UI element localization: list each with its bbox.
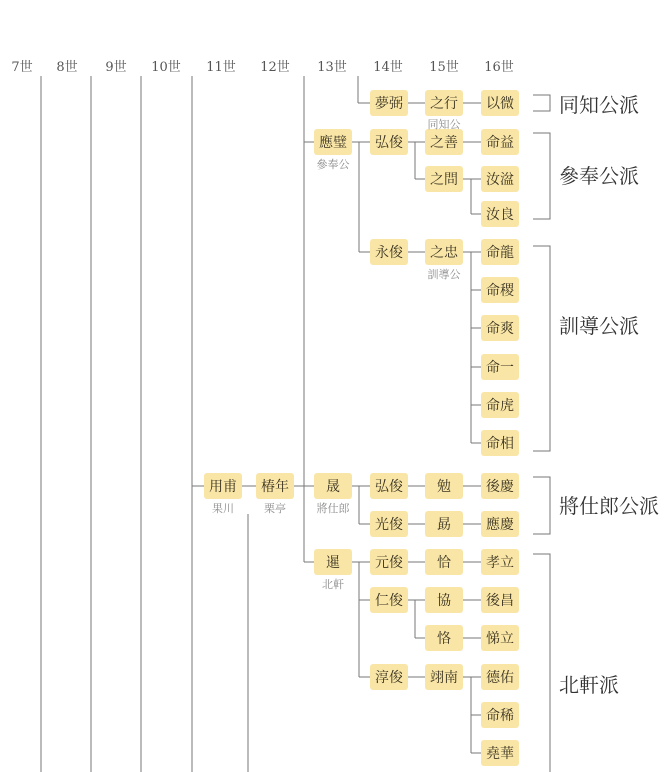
- note-xian: 北軒: [322, 578, 344, 591]
- note-yongfu: 果川: [212, 502, 234, 515]
- person-node-yiwei: 以微: [481, 90, 519, 116]
- person-node-rupen: 汝湓: [481, 166, 519, 192]
- person-node-mengbi: 夢弼: [370, 90, 408, 116]
- person-node-tili: 悌立: [481, 625, 519, 651]
- generation-label-8: 8世: [56, 60, 78, 75]
- person-node-xiaoli: 孝立: [481, 549, 519, 575]
- branch-label-beixuan: 北軒派: [559, 673, 619, 697]
- note-zhixing: 同知公: [427, 118, 461, 131]
- generation-label-16: 16世: [484, 60, 514, 75]
- person-node-guangjun: 光俊: [370, 511, 408, 537]
- note-sheng: 將仕郎: [316, 502, 350, 515]
- person-node-mingyi: 命益: [481, 129, 519, 155]
- person-node-mian: 勉: [425, 473, 463, 499]
- person-node-mingxiang: 命相: [481, 430, 519, 456]
- person-node-yongjun: 永俊: [370, 239, 408, 265]
- generation-label-10: 10世: [151, 60, 181, 75]
- person-node-yinan: 翊南: [425, 664, 463, 690]
- person-node-yingqing: 應慶: [481, 511, 519, 537]
- generation-label-15: 15世: [429, 60, 459, 75]
- person-node-yongfu: 用甫: [204, 473, 242, 499]
- person-node-houchang: 後昌: [481, 587, 519, 613]
- person-node-yuanjun: 元俊: [370, 549, 408, 575]
- person-node-xian: 暹: [314, 549, 352, 575]
- person-node-hongjun-2: 弘俊: [370, 473, 408, 499]
- branch-label-jiangshilang: 將仕郎公派: [559, 494, 659, 518]
- person-node-zhiwen: 之問: [425, 166, 463, 192]
- branch-label-canfeng: 參奉公派: [559, 164, 639, 188]
- person-node-sheng: 晟: [314, 473, 352, 499]
- branch-label-tongzhi: 同知公派: [559, 93, 639, 117]
- person-node-zhizhong: 之忠: [425, 239, 463, 265]
- note-yingbi: 參奉公: [316, 158, 350, 171]
- person-node-chunjun: 淳俊: [370, 664, 408, 690]
- generation-label-12: 12世: [260, 60, 290, 75]
- note-zhizhong: 訓導公: [427, 268, 461, 281]
- person-node-mingyi-2: 命一: [481, 354, 519, 380]
- generation-label-13: 13世: [317, 60, 347, 75]
- person-node-xie: 協: [425, 587, 463, 613]
- generation-label-14: 14世: [373, 60, 403, 75]
- person-node-minglong: 命龍: [481, 239, 519, 265]
- person-node-yaohua: 堯華: [481, 740, 519, 766]
- person-node-mingji: 命稷: [481, 277, 519, 303]
- person-node-ge: 恪: [425, 625, 463, 651]
- person-node-zhixing: 之行: [425, 90, 463, 116]
- person-node-mingshuang: 命爽: [481, 315, 519, 341]
- person-node-deyou: 德佑: [481, 664, 519, 690]
- person-node-zhishan: 之善: [425, 129, 463, 155]
- note-chunnian: 栗亭: [264, 502, 286, 515]
- person-node-hongjun-1: 弘俊: [370, 129, 408, 155]
- branch-label-xundao: 訓導公派: [559, 314, 639, 338]
- generation-label-7: 7世: [11, 60, 33, 75]
- person-node-minghu: 命虎: [481, 392, 519, 418]
- person-node-mingxi: 命稀: [481, 702, 519, 728]
- person-node-qia: 恰: [425, 549, 463, 575]
- generation-label-9: 9世: [105, 60, 127, 75]
- person-node-ruliang: 汝良: [481, 201, 519, 227]
- person-node-xu: 勗: [425, 511, 463, 537]
- person-node-yingbi: 應璧: [314, 129, 352, 155]
- person-node-chunnian: 椿年: [256, 473, 294, 499]
- person-node-renjun: 仁俊: [370, 587, 408, 613]
- generation-label-11: 11世: [206, 60, 236, 75]
- person-node-houqing: 後慶: [481, 473, 519, 499]
